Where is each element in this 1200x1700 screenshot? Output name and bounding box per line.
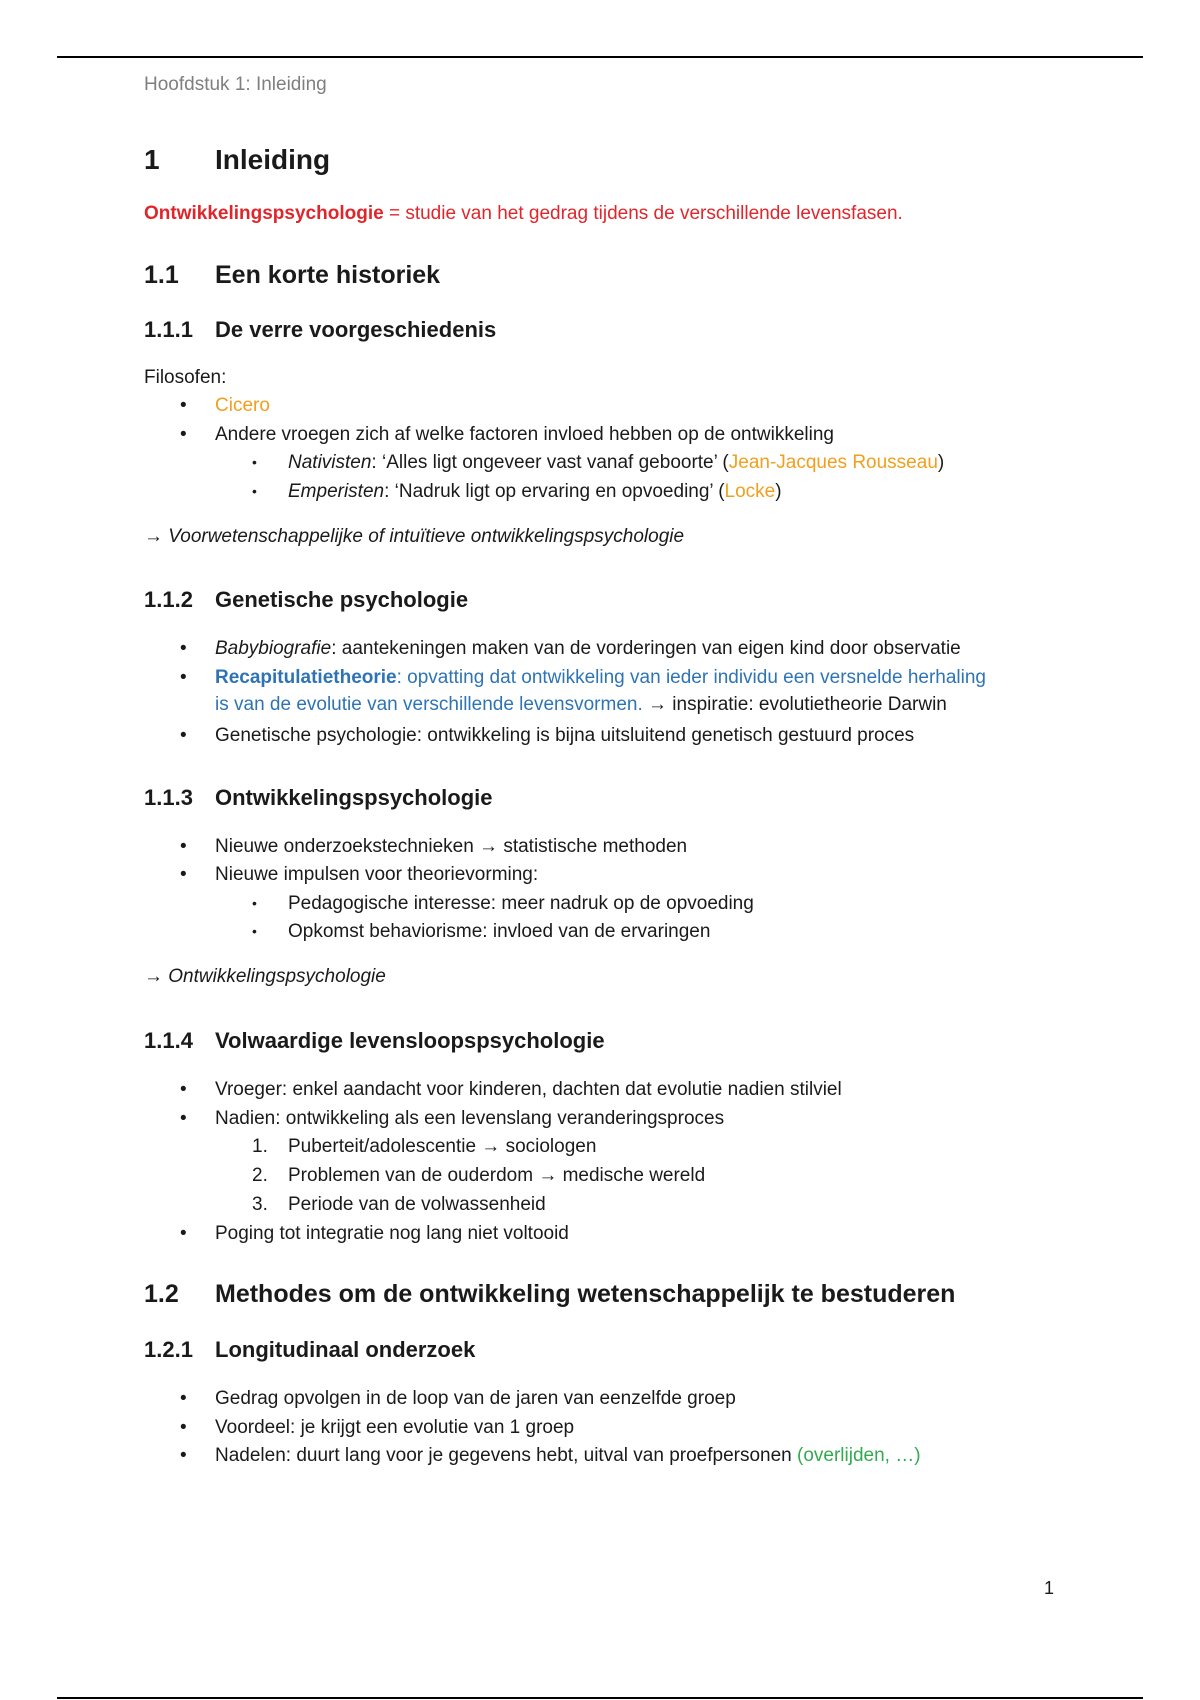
list-item: [180, 834, 1075, 861]
heading-1-1-1: [144, 317, 496, 343]
item-number: 3.: [252, 1194, 268, 1215]
bullet-icon: •: [252, 923, 257, 939]
heading-title: Volwaardige levensloopspsychologie: [215, 1028, 605, 1053]
list-item-text-continued: is van de evolutie van verschillende levensvormen.: [215, 693, 643, 715]
bullet-icon: •: [180, 1079, 187, 1100]
list-item: [180, 665, 1075, 718]
numbered-item: [252, 1134, 1088, 1161]
list-item: [180, 1077, 1075, 1104]
person-name: Jean-Jacques Rousseau: [728, 452, 938, 473]
term: Babybiografie: [215, 638, 332, 659]
list-item: [180, 1443, 1075, 1470]
list-item-text: : aantekeningen maken van de vorderingen van eigen kind door observatie: [331, 638, 961, 659]
heading-1-2: [144, 1280, 955, 1309]
heading-1-1-3: [144, 785, 493, 811]
top-rule: [57, 56, 1143, 58]
numbered-item: [252, 1163, 1088, 1190]
list-item: [180, 393, 1075, 420]
paragraph-intro: Filosofen:: [144, 367, 227, 388]
list-item: [180, 1221, 1075, 1248]
definition-term: Ontwikkelingspsychologie: [144, 203, 384, 224]
list-item-tail: → inspiratie: evolutietheorie Darwin: [642, 693, 947, 715]
list-item-text: Cicero: [215, 395, 270, 416]
heading-1-2-1: [144, 1337, 475, 1363]
term: Nativisten: [288, 452, 372, 473]
list-item-text: Nadelen: duurt lang voor je gegevens hebt, uitval van proefpersonen: [215, 1445, 798, 1466]
list-item-text: : opvatting dat ontwikkeling van ieder individu een versnelde herhaling: [396, 667, 986, 688]
list-item: [180, 1386, 1075, 1413]
list-item-text: Voordeel: je krijgt een evolutie van 1 groep: [215, 1417, 575, 1438]
bullet-icon: •: [252, 454, 257, 470]
heading-title: De verre voorgeschiedenis: [215, 317, 497, 342]
heading-title: Ontwikkelingspsychologie: [215, 785, 493, 810]
definition-text: = studie van het gedrag tijdens de verschillende levensfasen.: [383, 203, 903, 224]
list-item: [180, 862, 1075, 889]
heading-number: 1: [144, 144, 160, 175]
sub-list-item: [252, 450, 1088, 477]
item-number: 1.: [252, 1136, 268, 1157]
person-name: Locke: [724, 481, 776, 502]
heading-number: 1.1.1: [144, 317, 193, 342]
list-item-text: Poging tot integratie nog lang niet voltooid: [215, 1223, 569, 1244]
bullet-icon: •: [180, 864, 187, 885]
list-item-text: Vroeger: enkel aandacht voor kinderen, dachten dat evolutie nadien stilviel: [215, 1079, 842, 1100]
sub-list-item: [252, 479, 1088, 506]
list-item-text: Nadien: ontwikkeling als een levenslang veranderingsproces: [215, 1108, 725, 1129]
list-item-text: Pedagogische interesse: meer nadruk op de opvoeding: [288, 893, 754, 914]
term: Recapitulatietheorie: [215, 667, 397, 688]
conclusion: → Voorwetenschappelijke of intuïtieve ontwikkelingspsychologie: [144, 526, 685, 547]
heading-title: Genetische psychologie: [215, 587, 469, 612]
heading-number: 1.1: [144, 261, 179, 289]
heading-title: Longitudinaal onderzoek: [215, 1337, 476, 1362]
term: Emperisten: [288, 481, 385, 502]
heading-1: [144, 144, 330, 176]
closing-paren: ): [775, 481, 782, 502]
bullet-icon: •: [180, 725, 187, 746]
bullet-icon: •: [180, 1388, 187, 1409]
numbered-item: [252, 1192, 1088, 1219]
list-item: [180, 1106, 1075, 1133]
bullet-icon: •: [180, 667, 187, 688]
heading-number: 1.2.1: [144, 1337, 193, 1362]
heading-title: Een korte historiek: [215, 261, 441, 289]
bottom-rule: [57, 1697, 1143, 1699]
closing-paren: ): [937, 452, 945, 473]
bullet-icon: •: [180, 1417, 187, 1438]
heading-1-1: [144, 261, 440, 290]
page-number: 1: [1044, 1578, 1055, 1598]
list-item: [180, 636, 1075, 663]
heading-number: 1.1.2: [144, 587, 193, 612]
list-item-text: Genetische psychologie: ontwikkeling is bijna uitsluitend genetisch gestuurd proces: [215, 725, 915, 746]
list-item-text: Problemen van de ouderdom → medische wereld: [288, 1165, 706, 1186]
conclusion: → Ontwikkelingspsychologie: [144, 966, 386, 987]
heading-number: 1.1.3: [144, 785, 193, 810]
bullet-icon: •: [180, 424, 187, 445]
heading-number: 1.2: [144, 1280, 179, 1308]
bullet-icon: •: [180, 836, 187, 857]
list-item: [180, 1415, 1075, 1442]
sub-list-item: [252, 919, 1088, 946]
list-item-text: : ‘Alles ligt ongeveer vast vanaf geboorte’ (: [371, 452, 729, 473]
list-item: [180, 422, 1075, 449]
item-number: 2.: [252, 1165, 268, 1186]
list-item-text: Nieuwe onderzoekstechnieken → statistische methoden: [215, 836, 688, 857]
running-header: Hoofdstuk 1: Inleiding: [144, 74, 327, 95]
list-item-text: Opkomst behaviorisme: invloed van de ervaringen: [288, 921, 711, 942]
bullet-icon: •: [180, 1223, 187, 1244]
list-item-note: (overlijden, …): [797, 1445, 921, 1466]
heading-number: 1.1.4: [144, 1028, 193, 1053]
list-item-text: Nieuwe impulsen voor theorievorming:: [215, 864, 539, 885]
list-item-text: : ‘Nadruk ligt op ervaring en opvoeding’ (: [384, 481, 725, 502]
list-item-text: Gedrag opvolgen in de loop van de jaren van eenzelfde groep: [215, 1388, 736, 1409]
bullet-icon: •: [180, 638, 187, 659]
list-item: [180, 723, 1075, 750]
heading-1-1-2: [144, 587, 468, 613]
definition: [144, 201, 903, 228]
bullet-icon: •: [252, 895, 257, 911]
heading-1-1-4: [144, 1028, 605, 1054]
sub-list-item: [252, 891, 1088, 918]
bullet-icon: •: [180, 1108, 187, 1129]
list-item-text: Periode van de volwassenheid: [288, 1194, 546, 1215]
bullet-icon: •: [180, 1445, 187, 1466]
bullet-icon: •: [180, 395, 187, 416]
heading-title: Inleiding: [215, 144, 331, 175]
heading-title: Methodes om de ontwikkeling wetenschappelijk te bestuderen: [215, 1280, 956, 1308]
list-item-text: Puberteit/adolescentie → sociologen: [288, 1136, 597, 1157]
bullet-icon: •: [252, 483, 257, 499]
list-item-text: Andere vroegen zich af welke factoren invloed hebben op de ontwikkeling: [215, 424, 834, 445]
